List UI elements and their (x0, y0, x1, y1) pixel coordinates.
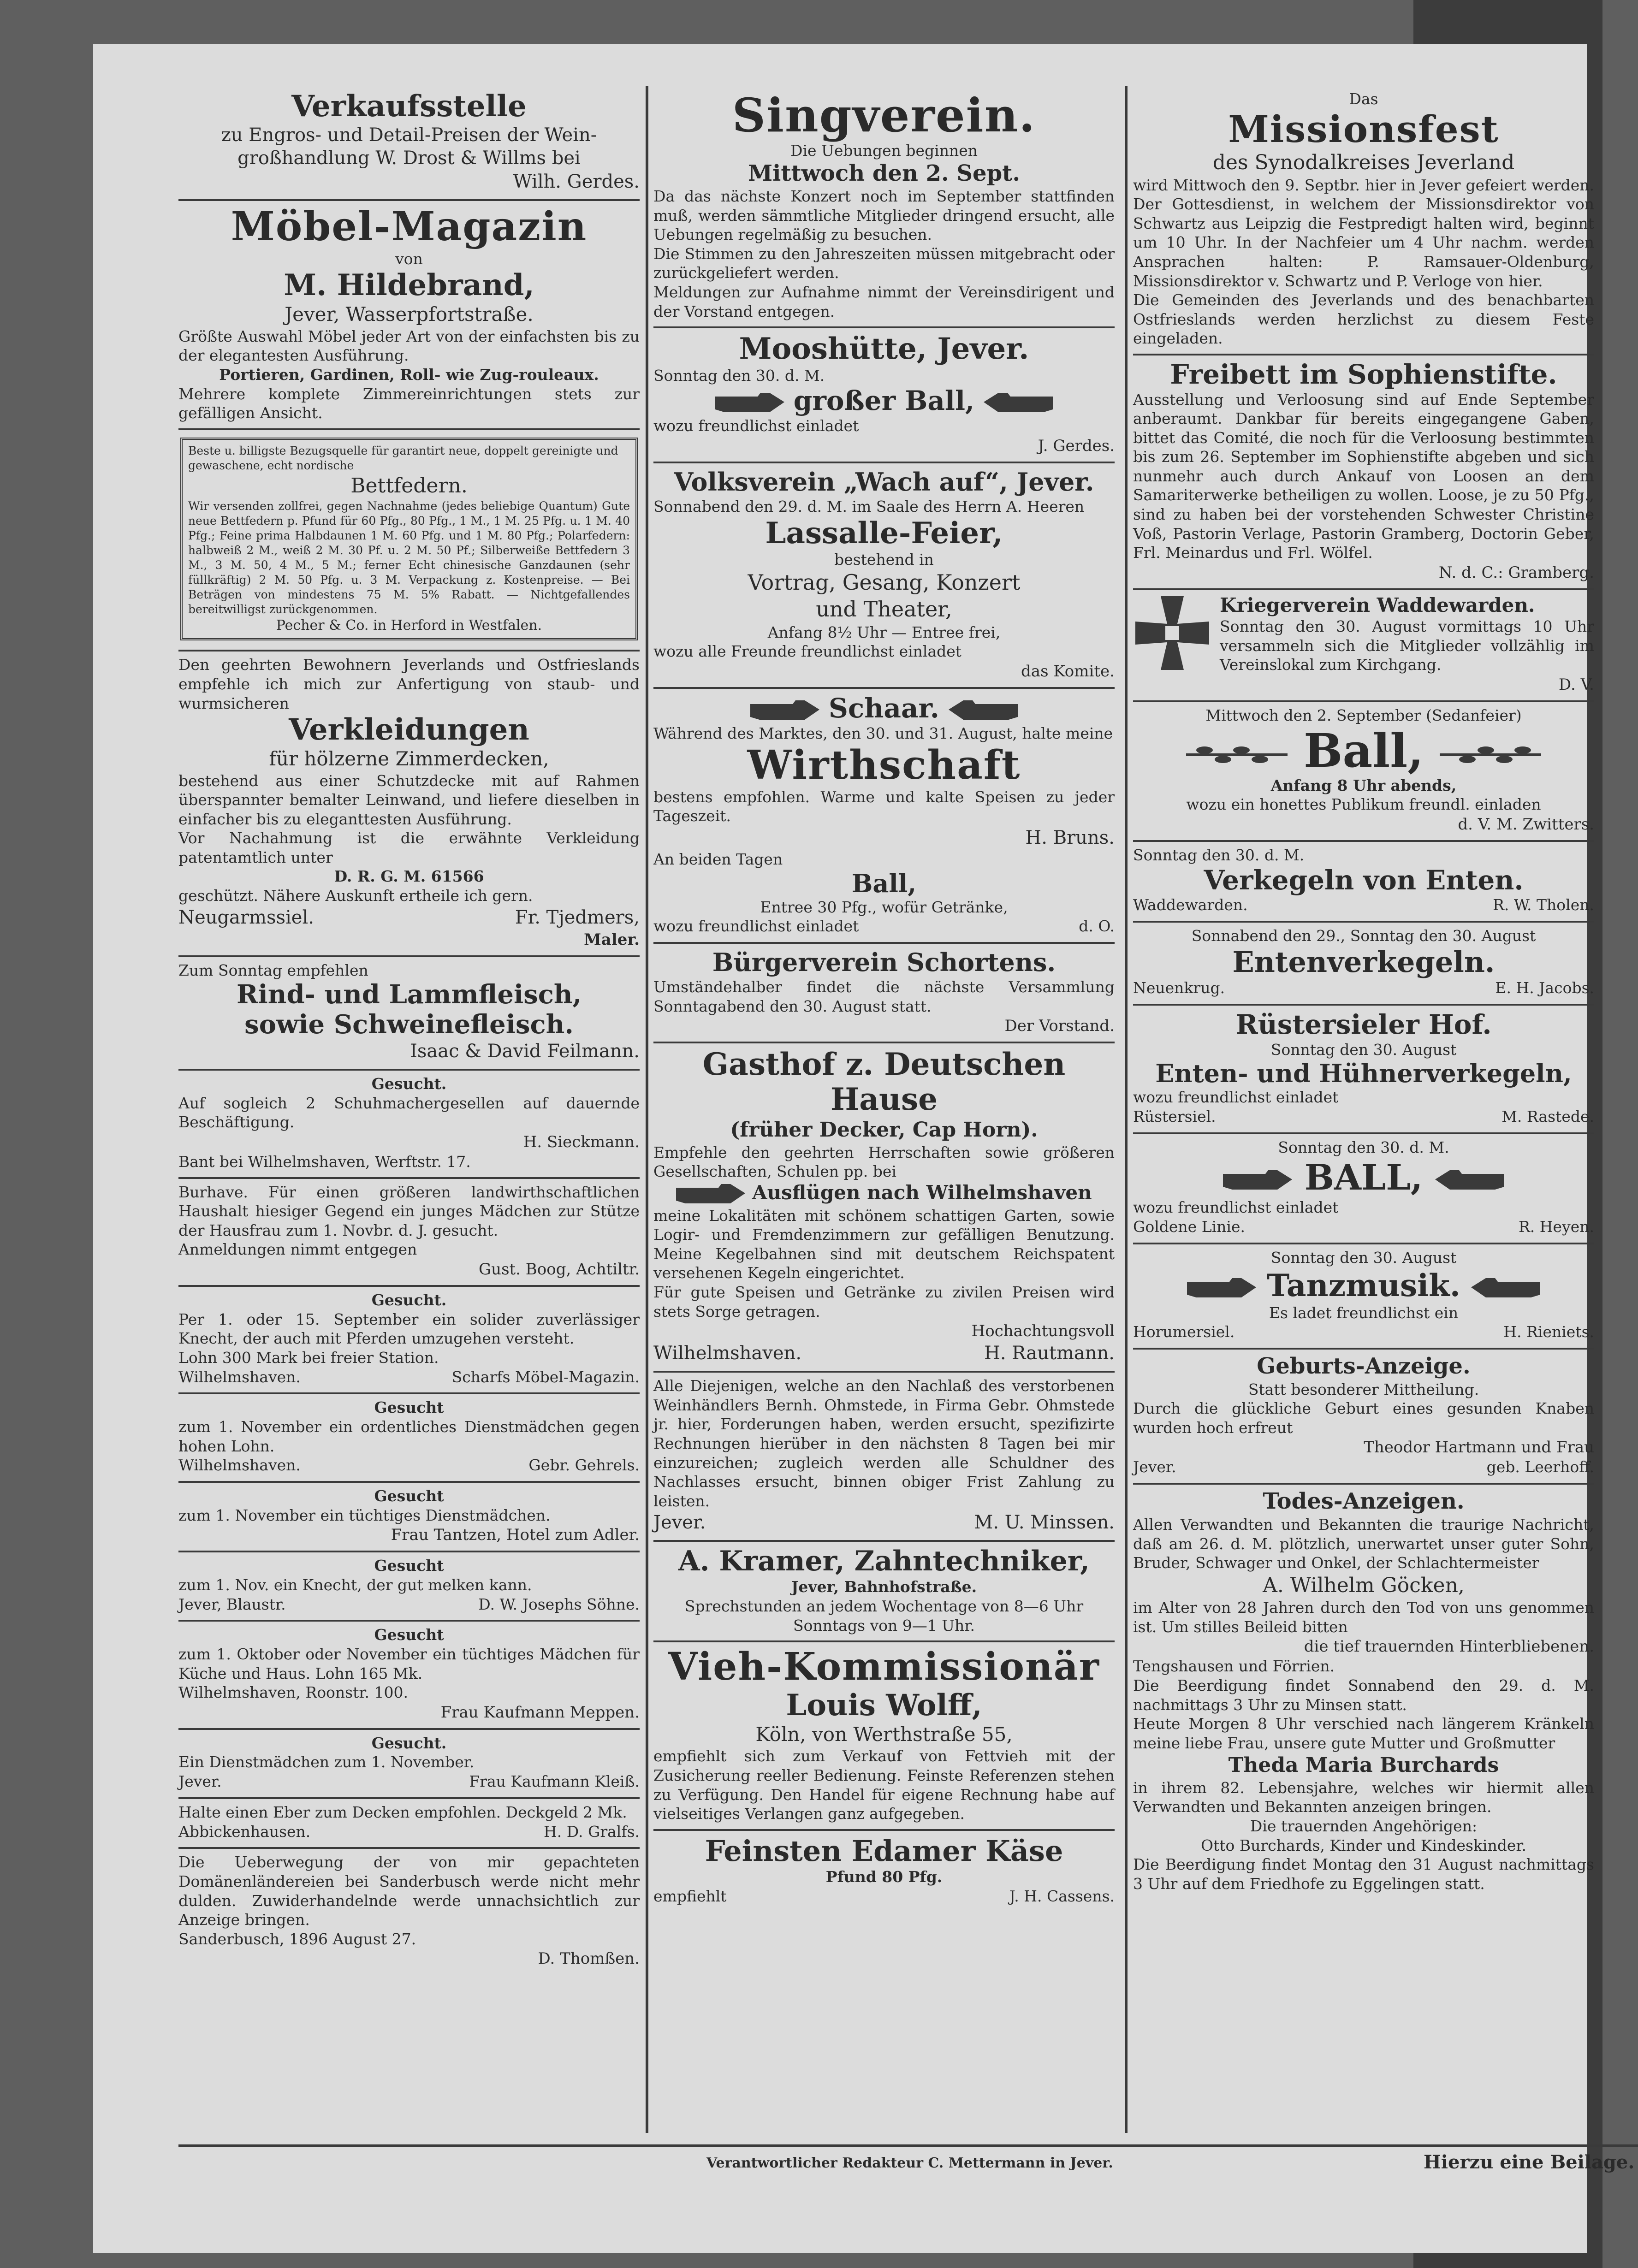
ad-title: Mooshütte, Jever. (739, 332, 1029, 367)
ad-location: Wilhelmshaven. (178, 1456, 301, 1474)
ad-gesucht-meppen (178, 1622, 640, 1730)
ad-signature: N. d. C.: Gramberg. (1438, 563, 1594, 582)
ad-signature: J. Gerdes. (1038, 436, 1115, 455)
ad-signature: Der Vorstand. (1004, 1017, 1115, 1036)
ad-kriegerverein (1133, 590, 1594, 702)
ad-gesucht-schuhmacher (178, 1071, 640, 1179)
ad-title: Entenverkegeln. (1232, 945, 1495, 979)
ad-title: BALL, (1304, 1157, 1423, 1198)
ad-location: Goldene Linie. (1133, 1218, 1246, 1236)
ad-location: Neugarmssiel. (178, 906, 314, 928)
ad-location: Neuenkrug. (1133, 979, 1225, 997)
ad-location: Wilhelmshaven. (653, 1343, 802, 1364)
ad-location: Horumersiel. (1133, 1323, 1235, 1341)
ad-text: zum 1. November ein tüchtiges Dienstmädchen. (178, 1506, 551, 1524)
ad-text: Burhave. Für einen größeren landwirthschaftlichen Haushalt hiesiger Gegend ein junges Mädchen zur Stütze der Hausfrau zum 1. Novbr. d. J. gesucht. (178, 1183, 640, 1239)
ad-title: Geburts-Anzeige. (1257, 1353, 1471, 1379)
ad-date: Mittwoch den 2. Sept. (748, 160, 1021, 186)
ad-text: Beste u. billigste Bezugsquelle für garantirt neue, doppelt gereinigte und gewaschene, echt nordische (188, 444, 618, 472)
ad-gesucht-melker (178, 1552, 640, 1622)
ad-line: An beiden Tagen (653, 850, 783, 868)
ad-line: Sonnabend den 29., Sonntag den 30. August (1191, 927, 1536, 945)
column-3 (1133, 86, 1594, 2133)
ad-signature: Scharfs Möbel-Magazin. (451, 1368, 640, 1386)
ad-title: sowie Schweinefleisch. (244, 1009, 574, 1040)
ad-text: Ausstellung und Verloosung sind auf Ende September anberaumt. Dankbar für bereits eingegangene Gaben, bittet das Comité, die noch für die Verloosung bestimmten bis zum 26. September im Sophienstifte abgeben und sich nunmehr auch durch Ankauf von Loosen an dem Samariterwerke betheiligen zu wollen. Loose, je zu 50 Pfg., sind zu haben bei der vorstehenden Schwester Christine Voß, Pastorin Verlage, Pastorin Gramberg, Doctorin Geber, Frl. Meinardus und Frl. Wölfel. (1133, 390, 1594, 562)
ad-signature: d. O. (1079, 917, 1115, 936)
ad-title: Volksverein „Wach auf“, Jever. (674, 467, 1094, 497)
ad-title-row (653, 693, 1115, 724)
ad-title: Kriegerverein Waddewarden. (1220, 593, 1535, 616)
ad-geburtsanzeige (1133, 1350, 1594, 1485)
ad-signature-row (1133, 1107, 1594, 1127)
ad-line: wozu ein honettes Publikum freundl. einladen (1186, 795, 1541, 814)
ad-text: Meldungen zur Aufnahme nimmt der Vereinsdirigent und der Vorstand entgegen. (653, 283, 1115, 320)
ad-names: Theodor Hartmann und Frau (1364, 1438, 1594, 1457)
ad-text: Da das nächste Konzert noch im September stattfinden muß, werden sämmtliche Mitglieder dringend ersucht, alle Uebungen regelmäßig zu besuchen. (653, 187, 1115, 244)
ad-signature: H. Sieckmann. (523, 1132, 640, 1151)
ad-signature-row (1133, 978, 1594, 998)
ad-location: Jever, Blaustr. (178, 1595, 286, 1613)
pointing-hand-right-icon (1187, 1276, 1256, 1300)
ad-text: Größte Auswahl Möbel jeder Art von der einfachsten bis zu der elegantesten Ausführung. (178, 327, 640, 365)
pointing-hand-left-icon (984, 391, 1053, 415)
ad-address: Bant bei Wilhelmshaven, Werftstr. 17. (178, 1153, 471, 1171)
pointing-hand-right-icon (715, 391, 784, 415)
ad-title: Verkegeln von Enten. (1204, 864, 1524, 896)
ad-title: Freibett im Sophienstifte. (1170, 358, 1557, 390)
ad-heading: Gesucht (374, 1557, 444, 1575)
ad-line: Das (1349, 90, 1378, 108)
laurel-branch-icon (1440, 742, 1541, 768)
ad-text: im Alter von 28 Jahren durch den Tod von uns genommen ist. Um stilles Beileid bitten (1133, 1599, 1594, 1636)
laurel-branch-icon (1186, 742, 1288, 768)
ad-freibett (1133, 355, 1594, 590)
ad-date: Sanderbusch, 1896 August 27. (178, 1930, 416, 1948)
ad-text: Sonntag den 30. August vormittags 10 Uhr versammeln sich die Mitglieder vollzählig im Vereinslokal zum Kirchgang. (1220, 617, 1594, 674)
footer-supplement: Hierzu eine Beilage. (1424, 2151, 1635, 2173)
ad-gesucht-knecht (178, 1287, 640, 1394)
ad-signature-row (178, 1595, 640, 1615)
ad-location: Jever, Wasserpfortstraße. (285, 302, 534, 326)
ad-name: M. Hildebrand, (284, 268, 534, 303)
ad-heading: Gesucht (374, 1626, 444, 1644)
ad-signature: das Komite. (1021, 662, 1115, 681)
ad-entenverkegeln (1133, 923, 1594, 1006)
pointing-hand-left-icon (1435, 1168, 1504, 1192)
ad-title-row (1133, 1267, 1594, 1303)
ad-price: Pfund 80 Pfg. (825, 1868, 943, 1886)
ad-line: empfiehlt (653, 1887, 727, 1905)
ad-singverein (653, 86, 1115, 328)
ad-goldene-linie-ball (1133, 1134, 1594, 1244)
ad-name: Louis Wolff, (786, 1688, 982, 1723)
ad-signature-row (653, 917, 1115, 936)
ad-text: Den geehrten Bewohnern Jeverlands und Ostfrieslands empfehle ich mich zur Anfertigung von staub- und wurmsicheren (178, 656, 640, 712)
ad-signature: D. Thomßen. (538, 1949, 640, 1968)
ad-signature: Frau Kaufmann Kleiß. (469, 1772, 640, 1791)
ad-signature: D. V. (1558, 675, 1594, 694)
ad-signature-row (1133, 1322, 1594, 1342)
ad-location: Jever. (1133, 1458, 1176, 1476)
ad-line: Die trauernden Angehörigen: (1250, 1817, 1478, 1835)
ad-text: Allen Verwandten und Bekannten die traurige Nachricht, daß am 26. d. M. plötzlich, unerwartet unser guter Sohn, Bruder, Schwager und Onkel, der Schlachtermeister (1133, 1515, 1594, 1572)
ad-signature-row (653, 1341, 1115, 1365)
ad-subtitle: des Synodalkreises Jeverland (1212, 151, 1515, 175)
ad-title-row (1133, 1157, 1594, 1198)
ad-text: Durch die glückliche Geburt eines gesunden Knaben wurden hoch erfreut (1133, 1399, 1594, 1437)
ad-text: Während des Marktes, den 30. und 31. August, halte meine (653, 724, 1113, 742)
ad-text: wird Mittwoch den 9. Septbr. hier in Jever gefeiert werden. Der Gottesdienst, in welchem der Missionsdirektor von Schwartz aus Leipzig die Festpredigt halten wird, beginnt um 10 Uhr. In der Nachfeier um 4 Uhr nachm. werden Ansprachen halten: P. Ramsauer-Oldenburg, Missionsdirektor v. Schwartz und P. Verloge von hier. (1133, 176, 1594, 290)
ad-text: geschützt. Nähere Auskunft ertheile ich gern. (178, 887, 533, 905)
ad-tanzmusik (1133, 1244, 1594, 1350)
ad-title: Ball, (1303, 723, 1424, 778)
ad-signature: J. H. Cassens. (1009, 1887, 1115, 1905)
ad-heading: Gesucht (374, 1398, 444, 1417)
ad-name: A. Wilhelm Göcken, (1263, 1573, 1465, 1597)
ad-location: Jever. (178, 1772, 222, 1791)
ad-title: A. Kramer, Zahntechniker, (678, 1545, 1090, 1578)
ad-subtitle: (früher Decker, Cap Horn). (730, 1118, 1038, 1142)
ad-location: Abbickenhausen. (178, 1822, 311, 1841)
ad-line: wozu freundlichst einladet (1133, 1088, 1339, 1107)
ad-line: Anfang 8 Uhr abends, (1270, 776, 1457, 794)
ad-excursion-row (653, 1181, 1115, 1206)
ad-text: Zum Sonntag empfehlen (178, 961, 368, 979)
ad-signature: M. Rastede. (1502, 1107, 1594, 1125)
ad-location: Waddewarden. (1133, 896, 1248, 914)
ad-signature: H. Bruns. (1025, 827, 1115, 848)
ad-text: Vor Nachahmung ist die erwähnte Verkleidung patentamtlich unter (178, 829, 640, 866)
ad-moebel-magazin (178, 201, 640, 430)
ad-signature: Isaac & David Feilmann. (410, 1041, 640, 1062)
ad-signature: R. Heyen. (1518, 1218, 1594, 1236)
ad-line: Entree 30 Pfg., wofür Getränke, (760, 898, 1008, 916)
ad-text: Portieren, Gardinen, Roll- wie Zug-rouleaux. (219, 365, 599, 384)
ad-feier: Lassalle-Feier, (765, 515, 1003, 551)
ad-signature-row (1133, 895, 1594, 915)
ad-text: Für gute Speisen und Getränke zu zivilen Preisen wird stets Sorge getragen. (653, 1283, 1115, 1321)
ad-job: Maler. (584, 930, 640, 949)
ad-ruestersieler-hof (1133, 1006, 1594, 1134)
ad-volksverein (653, 463, 1115, 689)
ad-bettfedern (178, 430, 640, 652)
ad-edamer (653, 1831, 1115, 1912)
ad-title: Bürgerverein Schortens. (712, 947, 1056, 977)
ad-text: Halte einen Eber zum Decken empfohlen. Deckgeld 2 Mk. (178, 1803, 627, 1821)
ad-line: wozu freundlichst einladet (1133, 1198, 1339, 1217)
ad-title: Tanzmusik. (1267, 1267, 1460, 1303)
ad-line: Vortrag, Gesang, Konzert (748, 569, 1021, 595)
ad-vieh-kommissionaer (653, 1642, 1115, 1831)
ad-text: Die Beerdigung findet Sonnabend den 29. d. M. nachmittags 3 Uhr zu Minsen statt. (1133, 1676, 1594, 1714)
ad-wirthschaft: Wirthschaft (747, 741, 1021, 788)
column-1 (178, 86, 640, 2133)
ad-line: Otto Burchards, Kinder und Kindeskinder. (1200, 1836, 1527, 1854)
ad-fleisch (178, 957, 640, 1071)
ad-signature-row (1133, 1217, 1594, 1237)
ad-text: in ihrem 82. Lebensjahre, welches wir hiermit allen Verwandten und Bekannten anzeigen bringen. (1133, 1778, 1594, 1816)
footer-editor: Verantwortlicher Redakteur C. Mettermann in Jever. (706, 2155, 1113, 2171)
footer-rule (178, 2144, 1638, 2147)
ad-line: Die Uebungen beginnen (790, 142, 978, 160)
page-inner (178, 77, 1638, 2239)
ad-line: Statt besonderer Mittheilung. (1248, 1380, 1479, 1398)
ad-text: Mehrere komplete Zimmereinrichtungen stets zur gefälligen Ansicht. (178, 385, 640, 422)
ad-text: Umständehalber findet die nächste Versammlung Sonntagabend den 30. August statt. (653, 977, 1115, 1015)
ad-text: Die Stimmen zu den Jahreszeiten müssen mitgebracht oder zurückgeliefert werden. (653, 244, 1115, 282)
column-rule (646, 86, 648, 2133)
ad-text: Ein Dienstmädchen zum 1. November. (178, 1753, 475, 1771)
ad-text: Auf sogleich 2 Schuhmachergesellen auf dauernde Beschäftigung. (178, 1094, 640, 1131)
ad-title: Schaar. (829, 692, 939, 724)
ad-ball: Ball, (851, 868, 917, 898)
ad-signature: E. H. Jacobs. (1495, 979, 1594, 997)
ad-title: Gasthof z. Deutschen Hause (702, 1046, 1066, 1118)
ad-signature: Wilh. Gerdes. (513, 171, 640, 193)
ad-excursion: Ausflügen nach Wilhelmshaven (752, 1181, 1092, 1204)
ad-line: Sonnabend den 29. d. M. im Saale des Herrn A. Heeren (653, 497, 1085, 515)
ad-kramer (653, 1542, 1115, 1642)
ad-title: Todes-Anzeigen. (1263, 1488, 1465, 1515)
ad-verkegeln-enten (1133, 842, 1594, 923)
ad-text: bestehend aus einer Schutzdecke mit auf Rahmen überspannter bemalter Leinwand, und liefere dieselben in einfacher bis zu eleganttesten Ausführung. (178, 771, 640, 828)
ad-subtitle: Enten- und Hühnerverkegeln, (1155, 1059, 1572, 1089)
newspaper-page (93, 44, 1635, 2253)
pointing-hand-right-icon (676, 1182, 745, 1206)
column-rule (1125, 86, 1128, 2133)
ad-address: Wilhelmshaven, Roonstr. 100. (178, 1683, 408, 1702)
ad-gesucht-dienstmaedchen (178, 1394, 640, 1483)
ad-signature: Gust. Boog, Achtiltr. (479, 1260, 640, 1279)
ad-address: Jever, Bahnhofstraße. (791, 1578, 977, 1596)
ad-heading: Gesucht. (371, 1734, 447, 1752)
ad-text: Anmeldungen nimmt entgegen (178, 1240, 417, 1259)
pointing-hand-right-icon (750, 699, 819, 722)
ad-text: bestens empfohlen. Warme und kalte Speisen zu jeder Tageszeit. (653, 788, 1115, 825)
ad-heading: Gesucht. (371, 1291, 447, 1309)
ad-eber (178, 1799, 640, 1849)
ad-gesucht-kleiss (178, 1730, 640, 1799)
ad-signature: D. W. Josephs Söhne. (478, 1595, 640, 1613)
ad-mooshuette (653, 328, 1115, 463)
ad-line: zu Engros- und Detail-Preisen der Wein- (221, 124, 597, 146)
ad-signature: H. D. Gralfs. (543, 1822, 640, 1841)
ad-title: Bettfedern. (350, 474, 468, 497)
ad-text: Die Gemeinden des Jeverlands und des benachbarten Ostfrieslands werden herzlichst zu diesem Feste eingeladen. (1133, 291, 1594, 348)
ad-line: bestehend in (834, 551, 934, 569)
ad-ball: großer Ball, (793, 385, 975, 417)
ad-title: Möbel-Magazin (231, 203, 588, 250)
ad-line: Sonntag den 30. d. M. (653, 366, 825, 385)
ad-line: Mittwoch den 2. September (Sedanfeier) (1205, 706, 1522, 725)
ad-patent: D. R. G. M. 61566 (334, 867, 484, 886)
ad-text: zum 1. Nov. ein Knecht, der gut melken kann. (178, 1575, 532, 1594)
ad-text: Empfehle den geehrten Herrschaften sowie größeren Gesellschaften, Schulen pp. bei (653, 1143, 1115, 1181)
ad-line: Sonntags von 9—1 Uhr. (793, 1616, 975, 1634)
ad-sedan-ball (1133, 702, 1594, 842)
ad-sanderbusch (178, 1849, 640, 1974)
ad-gasthof (653, 1043, 1115, 1373)
pointing-hand-right-icon (1223, 1168, 1292, 1192)
ad-title: Verkaufsstelle (291, 89, 527, 124)
ad-signature: Frau Tantzen, Hotel zum Adler. (391, 1526, 640, 1545)
ad-signature-row (653, 1887, 1115, 1907)
ad-line: Sprechstunden an jedem Wochentage von 8—6 Uhr (684, 1597, 1084, 1615)
pointing-hand-left-icon (949, 699, 1018, 722)
ad-subtitle: für hölzerne Zimmerdecken, (269, 747, 549, 770)
ad-signature: Fr. Tjedmers, (515, 906, 640, 928)
ad-location: Rüstersiel. (1133, 1107, 1216, 1125)
ad-line: Sonntag den 30. d. M. (1133, 846, 1305, 865)
ad-signature: Pecher & Co. in Herford in Westfalen. (276, 617, 542, 634)
iron-cross-icon (1133, 594, 1211, 672)
ad-line: wozu freundlichst einladet (653, 917, 859, 936)
ad-missionsfest (1133, 86, 1594, 355)
ad-text: Wir versenden zollfrei, gegen Nachnahme (jedes beliebige Quantum) Gute neue Bettfedern p. Pfund für 60 Pfg., 80 Pfg., 1 M., 1 M. 25 Pfg. u. 1 M. 40 Pfg.; Feine prima Halbdaunen 1 M. 60 Pfg. und 1 M. 80 Pfg.; Polarfedern: halbweiß 2 M., weiß 2 M. 30 Pf. u. 2 M. 50 Pf.; Silberweiße Bettfedern 3 M., 3 M. 50, 4 M., 5 M.; ferner Echt chinesische Ganzdaunen (sehr füllkräftig) 2 M. 50 Pfg. u. 3 M. Verpackung z. Kostenpreise. — Bei Beträgen von mindestens 75 M. 5% Rabatt. — Nichtgefallendes bereitwilligst zurückgenommen. (188, 499, 630, 616)
ad-signature: Gebr. Gehrels. (528, 1456, 640, 1474)
ad-title: Rind- und Lammfleisch, (236, 979, 582, 1010)
ad-signature: Frau Kaufmann Meppen. (440, 1703, 640, 1722)
ad-line: wozu freundlichst einladet (653, 417, 859, 435)
ad-ball-row (653, 385, 1115, 416)
ad-signature: H. Rieniets. (1503, 1323, 1594, 1341)
ad-title: Rüstersieler Hof. (1235, 1009, 1492, 1041)
ad-buergerverein (653, 944, 1115, 1043)
ad-signature: H. Rautmann. (984, 1343, 1115, 1364)
ad-todesanzeigen (1133, 1485, 1594, 1899)
ad-signature: M. U. Minssen. (974, 1512, 1115, 1534)
ad-line: von (395, 249, 423, 268)
ad-title: Verkleidungen (289, 712, 529, 747)
ad-name: Theda Maria Burchards (1228, 1753, 1499, 1777)
ad-title: Feinsten Edamer Käse (705, 1834, 1063, 1868)
ad-line: Sonntag den 30. August (1270, 1248, 1457, 1267)
ad-text: empfiehlt sich zum Verkauf von Fettvieh mit der Zusicherung reeller Bedienung. Feinste Referenzen stehen zu Verfügung. Den Handel für eigene Rechnung habe auf vielseitiges Verlangen ganz aufgegeben. (653, 1747, 1115, 1823)
ad-line: die tief trauernden Hinterbliebenen. (1304, 1637, 1594, 1656)
pointing-hand-left-icon (1471, 1276, 1540, 1300)
ad-text: zum 1. Oktober oder November ein tüchtiges Mädchen für Küche und Haus. Lohn 165 Mk. (178, 1645, 640, 1682)
ad-heading: Gesucht (374, 1487, 444, 1505)
ad-line: großhandlung W. Drost & Willms bei (237, 147, 581, 169)
ad-line: Hochachtungsvoll (971, 1322, 1115, 1341)
ad-box (180, 438, 638, 641)
ad-location: Jever. (653, 1512, 706, 1534)
ad-schaar (653, 689, 1115, 944)
ad-nachlass (653, 1373, 1115, 1542)
ad-signature: R. W. Tholen. (1493, 896, 1594, 914)
ad-text: Die Beerdigung findet Montag den 31 August nachmittags 3 Uhr auf dem Friedhofe zu Eggelingen statt. (1133, 1855, 1594, 1893)
ad-title: Missionsfest (1228, 107, 1499, 151)
ad-text: Heute Morgen 8 Uhr verschied nach längerem Kränkeln meine liebe Frau, unsere gute Mutter und Großmutter (1133, 1715, 1594, 1752)
ad-signature-row (178, 1456, 640, 1475)
ad-line: und Theater, (816, 596, 952, 622)
ad-signature-row (178, 1772, 640, 1792)
ad-text: Per 1. oder 15. September ein solider zuverlässiger Knecht, der auch mit Pferden umzugehen versteht. (178, 1310, 640, 1348)
ad-location: Wilhelmshaven. (178, 1368, 301, 1386)
ad-text: meine Lokalitäten mit schönem schattigen Garten, sowie Logir- und Fremdenzimmern zur gefälligen Benutzung. Meine Kegelbahnen sind mit deutschem Reichspatent versehenen Kegeln eingerichtet. (653, 1206, 1115, 1282)
ad-signature-row (653, 1510, 1115, 1534)
ad-text: zum 1. November ein ordentliches Dienstmädchen gegen hohen Lohn. (178, 1417, 640, 1455)
ad-burhave (178, 1179, 640, 1287)
ad-line: Sonntag den 30. August (1270, 1040, 1457, 1059)
ad-verkleidungen (178, 651, 640, 957)
ad-text: Alle Diejenigen, welche an den Nachlaß des verstorbenen Weinhändlers Bernh. Ohmstede, in Firma Gebr. Ohmstede jr. hier, Forderungen haben, werden ersucht, spezifizirte Rechnungen hierüber in den nächsten 8 Tagen bei mir einzureichen; zugleich werden alle Schuldner des Nachlasses ersucht, binnen obiger Frist Zahlung zu leisten. (653, 1377, 1115, 1510)
ad-heading: Gesucht. (371, 1075, 447, 1093)
ad-signature-row (178, 1368, 640, 1387)
ad-text: Lohn 300 Mark bei freier Station. (178, 1348, 439, 1367)
ad-gesucht-tantzen (178, 1483, 640, 1552)
ad-signature: d. V. M. Zwitters. (1458, 815, 1594, 834)
ad-line: Sonntag den 30. d. M. (1278, 1138, 1449, 1156)
ad-signature: geb. Leerhoff. (1486, 1458, 1594, 1476)
ad-signature-row (178, 1822, 640, 1842)
ad-location: Tengshausen und Förrien. (1133, 1657, 1335, 1676)
ad-signature-row (178, 906, 640, 930)
ad-line: Es ladet freundlichst ein (1269, 1303, 1459, 1322)
ad-line: Anfang 8½ Uhr — Entree frei, (767, 623, 1001, 641)
ad-verkaufsstelle (178, 86, 640, 201)
ad-text: Die Ueberwegung der von mir gepachteten Domänenländereien bei Sanderbusch werde nicht mehr dulden. Zuwiderhandelnde werde unnachsichtlich zur Anzeige bringen. (178, 1853, 640, 1929)
ad-signature-row (1133, 1457, 1594, 1477)
ad-title-row (1133, 725, 1594, 776)
column-2 (653, 86, 1115, 2133)
ad-title: Singverein. (732, 88, 1036, 142)
ad-title: Vieh-Kommissionär (668, 1645, 1100, 1689)
ad-address: Köln, von Werthstraße 55, (755, 1723, 1013, 1746)
ad-line: wozu alle Freunde freundlichst einladet (653, 642, 962, 661)
